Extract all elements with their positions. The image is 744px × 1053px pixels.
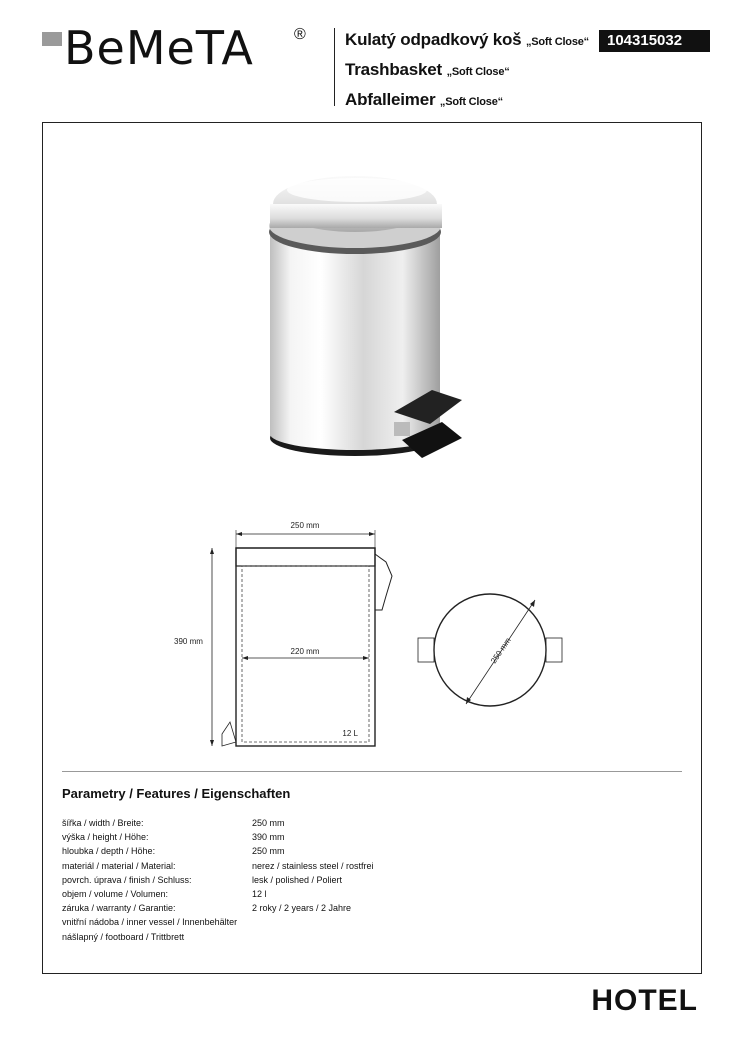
spec-label: záruka / warranty / Garantie: [62,903,176,914]
spec-value: 12 l [252,888,267,899]
header-separator [334,28,335,106]
top-view-pedal [546,638,562,662]
spec-value: 250 mm [252,846,285,857]
width-dimension-label: 250 mm [290,521,320,530]
top-view-hinge [418,638,434,662]
category-label: HOTEL [591,984,698,1017]
logo-wordmark: BeMeTA [64,21,254,75]
spec-label: povrch. úprava / finish / Schluss: [62,874,192,885]
spec-label: šířka / width / Breite: [62,818,144,828]
side-view-lid [236,548,375,566]
features-heading: Parametry / Features / Eigenschaften [62,786,291,801]
side-hinge [375,554,392,610]
spec-value: nerez / stainless steel / rostfrei [252,860,374,871]
title-czech [345,26,589,56]
spec-label: materiál / material / Material: [62,860,176,871]
side-pedal [222,722,236,746]
product-code-badge: 104315032 [599,30,710,52]
spec-value: 390 mm [252,832,285,843]
product-titles [345,26,589,116]
spec-label: objem / volume / Volumen: [62,888,169,899]
spec-label: hloubka / depth / Höhe: [62,846,156,857]
spec-value: 2 roky / 2 years / 2 Jahre [252,903,352,914]
inner-width-label: 220 mm [290,647,320,656]
spec-label: výška / height / Höhe: [62,832,149,843]
title-english [345,56,589,86]
spec-label: nášlapný / footboard / Trittbrett [62,931,185,942]
logo-square-mark [42,32,62,46]
top-view-circle [434,594,546,706]
registered-mark: ® [294,26,306,43]
volume-label: 12 L [342,729,358,738]
height-dimension-label: 390 mm [174,637,203,646]
section-divider [62,771,682,772]
spec-label: vnitřní nádoba / inner vessel / Innenbehälter [62,917,238,928]
title-german [345,86,589,116]
spec-value: lesk / polished / Poliert [252,874,343,885]
title-czech-sub: „Soft Close“ [525,36,589,48]
title-german-main: Abfalleimer [345,90,436,109]
spec-value: 250 mm [252,818,285,828]
title-czech-main: Kulatý odpadkový koš [345,30,522,49]
brand-logo [42,21,342,80]
diameter-label: 250 mm [489,636,513,666]
title-english-sub: „Soft Close“ [446,66,510,78]
technical-drawing [160,512,600,772]
title-german-sub: „Soft Close“ [439,96,503,108]
title-english-main: Trashbasket [345,60,443,79]
product-photo [262,168,472,478]
